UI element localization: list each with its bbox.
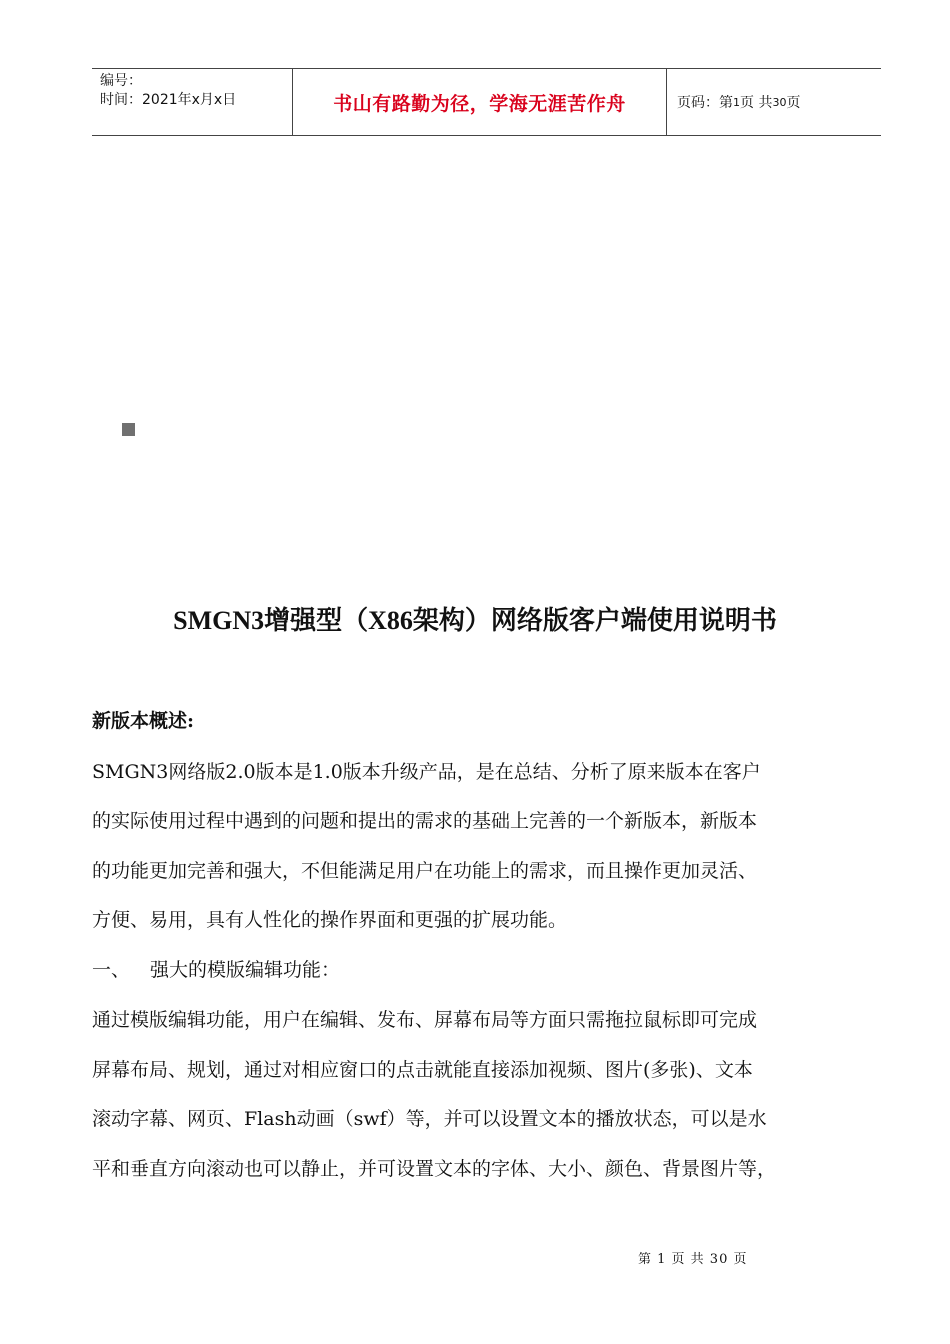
header-motto: 书山有路勤为径，学海无涯苦作舟 — [293, 69, 667, 135]
header-meta — [92, 69, 293, 135]
paragraph-line: 的实际使用过程中遇到的问题和提出的需求的基础上完善的一个新版本，新版本 — [92, 810, 758, 832]
section-title: 强大的模版编辑功能： — [150, 959, 341, 981]
page-header — [92, 68, 881, 136]
paragraph-line: 的功能更加完善和强大，不但能满足用户在功能上的需求，而且操作更加灵活、 — [92, 860, 758, 882]
header-page-total: 30 — [772, 95, 787, 109]
paragraph-line: 方便、易用，具有人性化的操作界面和更强的扩展功能。 — [92, 909, 568, 931]
paragraph-line: 滚动字幕、网页、Flash动画（swf）等，并可以设置文本的播放状态，可以是水 — [92, 1108, 767, 1130]
section-heading — [92, 955, 340, 982]
square-bullet-icon — [122, 423, 135, 436]
paragraph-line: 平和垂直方向滚动也可以静止，并可设置文本的字体、大小、颜色、背景图片等， — [92, 1158, 777, 1180]
document-title: SMGN3增强型（X86架构）网络版客户端使用说明书 — [173, 606, 777, 635]
paragraph-line: 通过模版编辑功能，用户在编辑、发布、屏幕布局等方面只需拖拉鼠标即可完成 — [92, 1009, 758, 1031]
overview-heading: 新版本概述: — [92, 710, 195, 732]
header-page-number: 1 — [733, 95, 740, 109]
header-time-label: 时间：2021年x月x日 — [100, 92, 237, 108]
section-number: 一、 — [92, 959, 131, 981]
paragraph-line: SMGN3网络版2.0版本是1.0版本升级产品，是在总结、分析了原来版本在客户 — [92, 761, 761, 783]
header-number-label: 编号： — [100, 73, 142, 89]
header-page-label: 页码：第 — [677, 95, 733, 111]
header-page-mid: 页 共 — [740, 95, 773, 111]
header-page-info — [667, 69, 881, 135]
header-page-end: 页 — [786, 95, 801, 111]
paragraph-line: 屏幕布局、规划，通过对相应窗口的点击就能直接添加视频、图片(多张)、文本 — [92, 1059, 753, 1081]
page-footer: 第 1 页 共 30 页 — [638, 1252, 748, 1267]
